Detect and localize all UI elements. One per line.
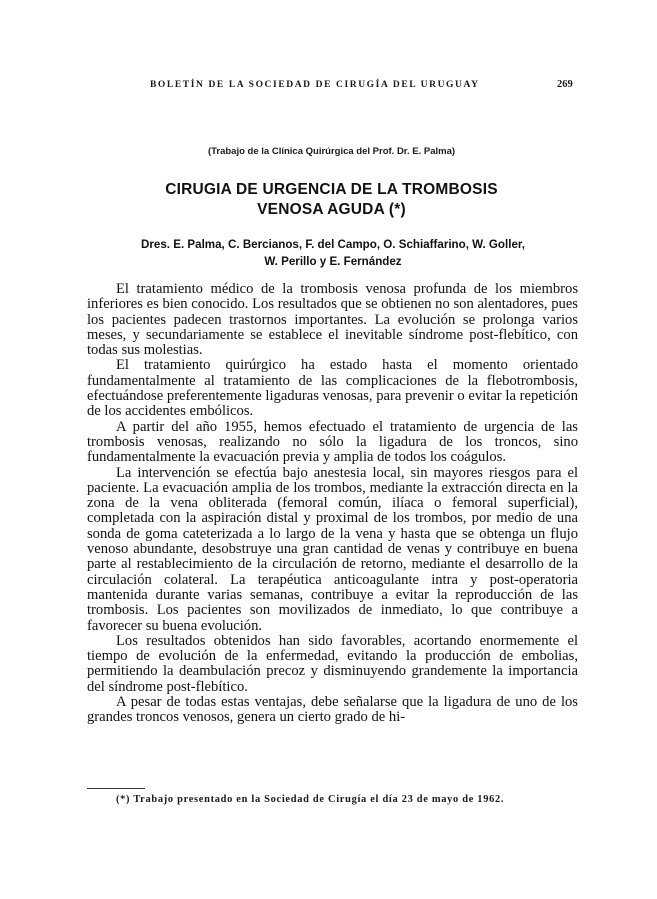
body-paragraph-2: El tratamiento quirúrgico ha estado hasta el momento orientado fundamentalmente al tratamiento de las complicaciones de la flebotrombosis, efectuándose preferentemente ligaduras venosas, para prevenir o evitar la repetición de los accidentes embólicos. (87, 357, 578, 420)
article-title (0, 180, 657, 220)
page-number: 269 (557, 79, 573, 90)
article-body (87, 282, 578, 726)
body-paragraph-5: Los resultados obtenidos han sido favorables, acortando enormemente el tiempo de evolución de la enfermedad, evitando la producción de embolias, permitiendo la deambulación precoz y disminuyendo grandemente la importancia del síndrome post-flebítico. (87, 632, 578, 695)
body-paragraph-1: El tratamiento médico de la trombosis venosa profunda de los miembros inferiores es bien conocido. Los resultados que se obtienen no son alentadores, pues los pacientes padecen trastornos importantes. La evolución se prolonga varios meses, y secundariamente se establece el inevitable síndrome post-flebítico, con todas sus molestias. (87, 281, 578, 359)
author-list (88, 236, 578, 270)
footnote-divider (87, 788, 145, 789)
article-title-line-2: VENOSA AGUDA (*) (257, 201, 406, 218)
body-paragraph-6: A pesar de todas estas ventajas, debe señalarse que la ligadura de uno de los grandes troncos venosos, genera un cierto grado de hi- (87, 694, 578, 726)
body-paragraph-3: A partir del año 1955, hemos efectuado el tratamiento de urgencia de las trombosis venosas, realizando no sólo la ligadura de los troncos, sino fundamentalmente la evacuación previa y amplia de todos los coágulos. (87, 418, 578, 466)
author-list-line-1: Dres. E. Palma, C. Bercianos, F. del Campo, O. Schiaffarino, W. Goller, (141, 238, 525, 251)
body-paragraph-4: La intervención se efectúa bajo anestesia local, sin mayores riesgos para el paciente. La evacuación amplia de los trombos, mediante la extracción directa en la zona de la vena obliterada (femoral común, ilíaca o femoral superficial), completada con la aspiración distal y proximal de los trombos, por medio de una sonda de goma cateterizada a lo largo de la vena y hasta que se obtenga un flujo venoso abundante, desobstruye una gran cantidad de venas y contribuye en buena parte al restablecimiento de la circulación de retorno, mediante el desarrollo de la circulación colateral. La terapéutica anticoagulante intra y post-operatoria mantenida durante varias semanas, contribuye a evitar la reproducción de las trombosis. Los pacientes son movilizados de inmediato, lo que contribuye a favorecer su buena evolución. (87, 464, 578, 634)
author-list-line-2: W. Perillo y E. Fernández (264, 255, 402, 268)
origin-note: (Trabajo de la Clínica Quirúrgica del Prof. Dr. E. Palma) (207, 146, 456, 157)
running-header: BOLETÍN DE LA SOCIEDAD DE CIRUGÍA DEL URUGUAY (150, 80, 480, 90)
article-title-line-1: CIRUGIA DE URGENCIA DE LA TROMBOSIS (165, 181, 498, 198)
footnote: (*) Trabajo presentado en la Sociedad de Cirugía el día 23 de mayo de 1962. (116, 794, 505, 805)
